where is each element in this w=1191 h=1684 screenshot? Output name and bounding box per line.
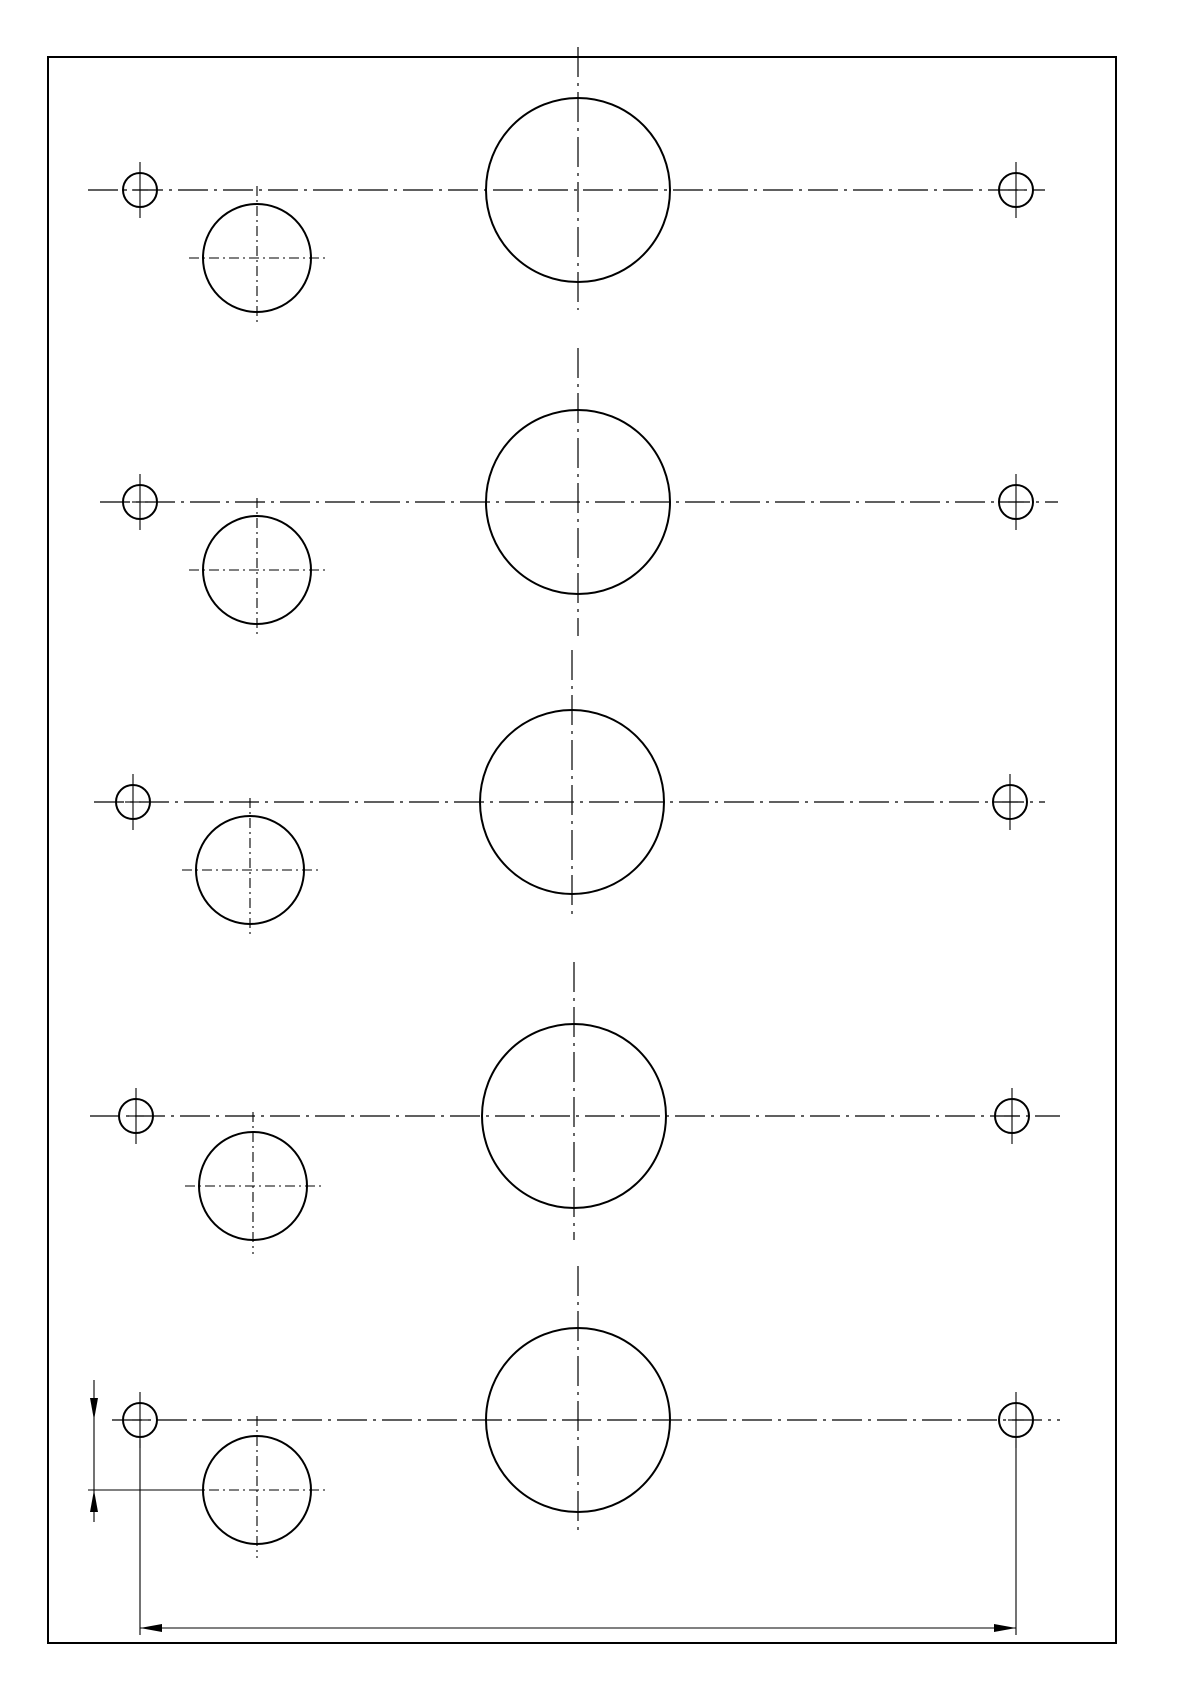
hole-rows <box>88 47 1060 1558</box>
row-5 <box>112 1266 1060 1558</box>
drawing-border <box>48 57 1116 1643</box>
vertical-dimension-arrow-top <box>90 1398 98 1420</box>
row-4 <box>90 962 1060 1254</box>
row-1 <box>88 47 1045 326</box>
vertical-dimension <box>88 1380 203 1522</box>
row-2 <box>100 348 1058 638</box>
row-3 <box>94 650 1045 938</box>
vertical-dimension-arrow-bottom <box>90 1490 98 1512</box>
horizontal-dimension-arrow-left <box>140 1624 162 1632</box>
horizontal-dimension-arrow-right <box>994 1624 1016 1632</box>
